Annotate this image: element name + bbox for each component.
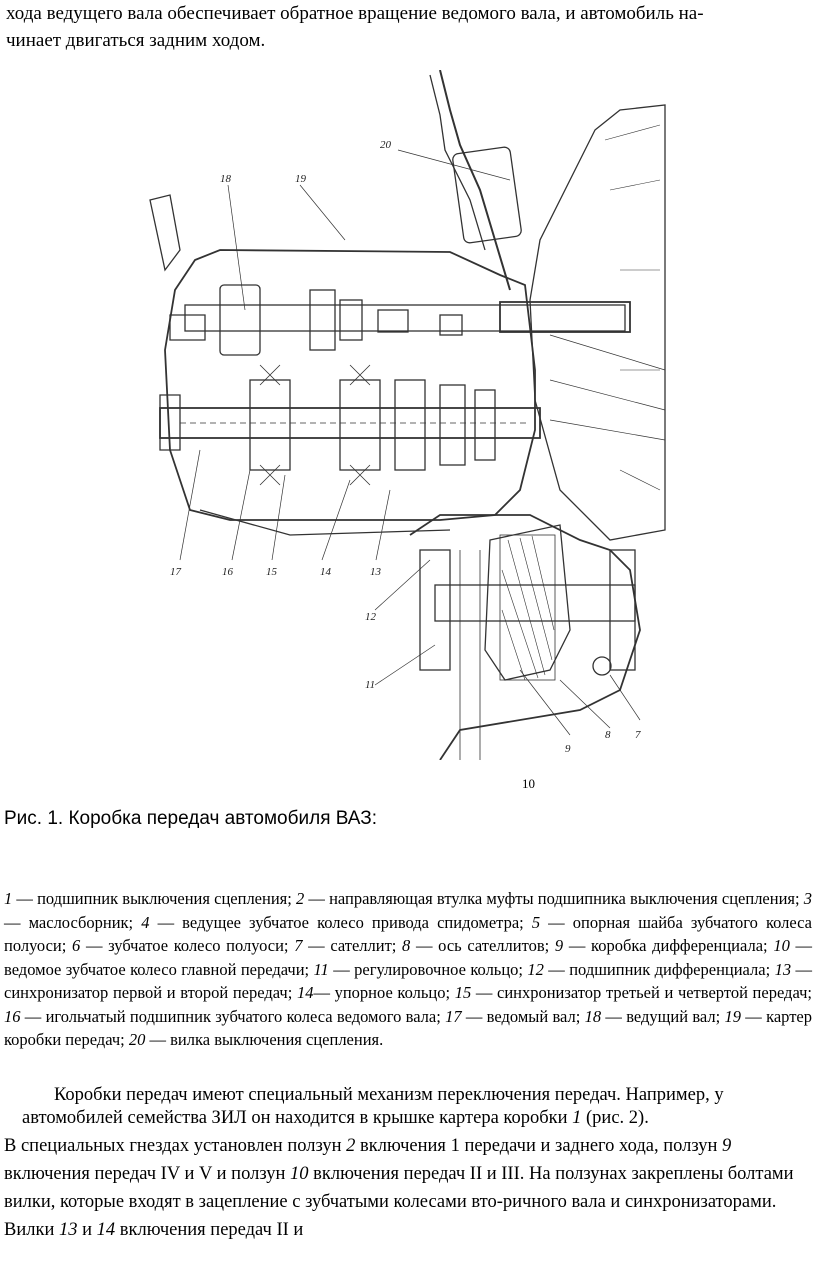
- callout-13: 13: [370, 566, 381, 578]
- legend-number: 15: [454, 983, 472, 1002]
- paragraph-2-ref-num: 10: [290, 1164, 309, 1184]
- figure-caption: Рис. 1. Коробка передач автомобиля ВАЗ:: [4, 808, 378, 829]
- legend-text: — игольчатый подшипник зубчатого колеса ведомого вала;: [20, 1006, 446, 1026]
- paragraph-1: [4, 1084, 812, 1130]
- legend-text: — подшипник выключения сцепления;: [12, 889, 297, 908]
- legend-text: — опорная шайба зубчатого колеса полуоси;: [4, 912, 812, 955]
- legend-text: — подшипник дифференциала;: [543, 959, 775, 979]
- intro-line-1: хода ведущего вала обеспечивает обратное вращение ведомого вала, и автомобиль на-: [6, 3, 704, 24]
- legend-text: — регулировочное кольцо;: [328, 959, 528, 979]
- callout-20: 20: [380, 139, 391, 151]
- paragraph-2-text: включения 1 передачи и заднего хода, ползун: [355, 1136, 723, 1156]
- paragraph-2-text: включения передач II и: [115, 1220, 304, 1240]
- legend-text: — сателлит;: [302, 936, 403, 955]
- paragraph-2: [4, 1132, 814, 1244]
- legend-number: 19: [724, 1006, 741, 1026]
- legend-text: — синхронизатор третьей и четвертой передач;: [471, 983, 812, 1002]
- legend-number: 5: [531, 912, 541, 932]
- paragraph-2-ref-num: 2: [346, 1136, 356, 1156]
- legend-number: 13: [774, 959, 792, 979]
- paragraph-2-text: В специальных гнездах установлен ползун: [4, 1136, 347, 1156]
- legend-text: — маслосборник;: [4, 912, 142, 932]
- callout-9: 9: [565, 743, 571, 755]
- legend-number: 18: [584, 1006, 602, 1026]
- legend-number: 3: [803, 889, 813, 908]
- legend-text: — направляющая втулка муфты подшипника выключения сцепления;: [304, 889, 804, 908]
- paragraph-2-text: и: [77, 1220, 97, 1240]
- legend-text: — ведомый вал;: [461, 1006, 585, 1026]
- legend-text: — зубчатое колесо полуоси;: [80, 936, 295, 955]
- paragraph-1-ref-num: 1: [572, 1108, 582, 1128]
- gearbox-drawing: [140, 70, 670, 760]
- legend-number: 9: [554, 936, 564, 955]
- legend-number: 2: [296, 889, 305, 908]
- legend-number: 6: [72, 936, 81, 955]
- figure-number-10: 10: [522, 776, 535, 791]
- legend-text: — вилка выключения сцепления.: [145, 1030, 384, 1049]
- paragraph-1-line-2a: автомобилей семейства ЗИЛ он находится в крышке картера коробки: [22, 1108, 573, 1128]
- legend-number: 12: [527, 959, 544, 979]
- callout-14: 14: [320, 566, 331, 578]
- legend-text: — синхронизатор первой и второй передач;: [4, 959, 812, 1002]
- callout-18: 18: [220, 173, 231, 185]
- legend-number: 20: [128, 1030, 146, 1049]
- callout-12: 12: [365, 611, 376, 623]
- legend-number: 1: [4, 889, 13, 908]
- legend-number: 4: [141, 912, 150, 932]
- callout-16: 16: [222, 566, 233, 578]
- paragraph-2-ref-num: 13: [59, 1220, 78, 1240]
- callout-19: 19: [295, 173, 306, 185]
- intro-paragraph: [6, 0, 810, 54]
- callout-17: 17: [170, 566, 181, 578]
- legend-text: — картер коробки передач;: [4, 1006, 812, 1049]
- legend-number: 7: [294, 936, 303, 955]
- paragraph-2-ref-num: 14: [96, 1220, 116, 1240]
- callout-7: 7: [635, 729, 641, 741]
- callout-8: 8: [605, 729, 611, 741]
- legend-number: 10: [773, 936, 790, 955]
- legend-number: 11: [313, 959, 329, 979]
- paragraph-1-line-2b: (рис. 2).: [581, 1108, 649, 1128]
- legend-number: 17: [445, 1006, 462, 1026]
- legend-text: — ось сателлитов;: [410, 936, 555, 955]
- legend-number: 8: [402, 936, 411, 955]
- legend-number: 14: [296, 983, 314, 1002]
- legend-text: — коробка дифференциала;: [563, 936, 774, 955]
- paragraph-2-text: включения передач IV и V и ползун: [4, 1164, 291, 1184]
- callout-11: 11: [365, 679, 376, 691]
- figure-legend: [4, 887, 812, 1052]
- intro-line-2: чинает двигаться задним ходом.: [6, 30, 266, 51]
- legend-text: — ведущее зубчатое колесо привода спидометра;: [149, 912, 532, 932]
- callout-15: 15: [266, 566, 277, 578]
- legend-number: 16: [4, 1006, 21, 1026]
- paragraph-2-text: включения передач II и III. На ползунах закреплены болтами вилки, которые входят в зацепление с зубчатыми колесами вто-ричного вала и синхронизаторами. Вилки: [4, 1164, 794, 1240]
- paragraph-2-ref-num: 9: [722, 1136, 732, 1156]
- legend-text: — ведущий вал;: [601, 1006, 725, 1026]
- legend-text: — ведомое зубчатое колесо главной передачи;: [4, 936, 812, 979]
- paragraph-1-line-1: Коробки передач имеют специальный механизм переключения передач. Например, у: [54, 1085, 724, 1105]
- legend-text: — упорное кольцо;: [313, 983, 455, 1002]
